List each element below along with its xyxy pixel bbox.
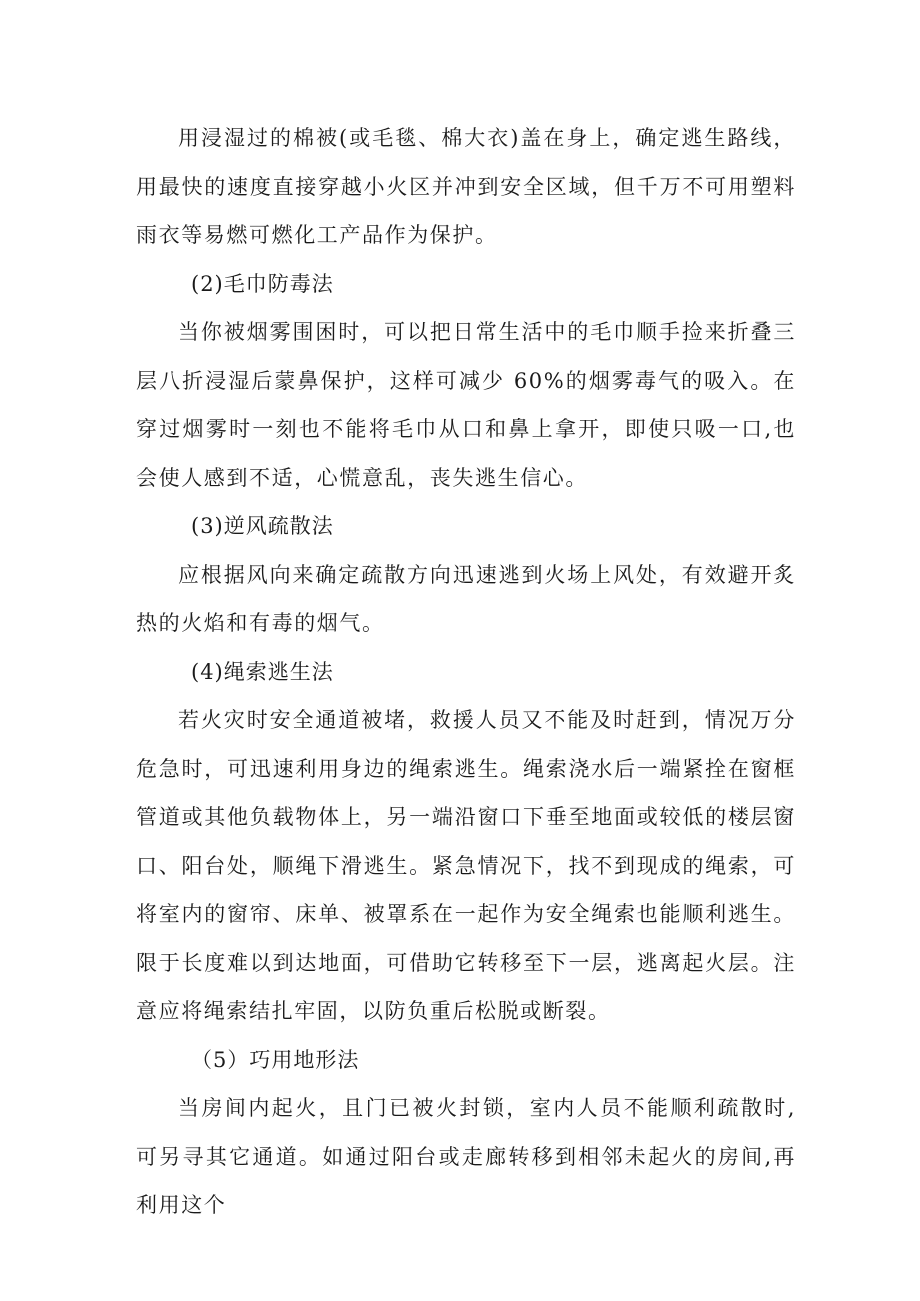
section-heading-towel-method: (2)毛巾防毒法: [191, 271, 334, 296]
section-heading-rope-method: (4)绳索逃生法: [191, 659, 334, 684]
paragraph-upwind-method: 应根据风向来确定疏散方向迅速逃到火场上风处，有效避开炙热的火焰和有毒的烟气。: [136, 562, 796, 635]
section-heading-upwind-method: (3)逆风疏散法: [191, 514, 334, 538]
paragraph-towel-method: 当你被烟雾围困时，可以把日常生活中的毛巾顺手捡来折叠三层八折浸湿后蒙鼻保护，这样可减少 60%的烟雾毒气的吸入。在穿过烟雾时一刻也不能将毛巾从口和鼻上拿开，即使只吸一口,也会使人感到不适，心慌意乱，丧失逃生信心。: [136, 320, 796, 490]
paragraph-terrain-method: 当房间内起火，且门已被火封锁，室内人员不能顺利疏散时,可另寻其它通道。如通过阳台或走廊转移到相邻未起火的房间,再利用这个: [136, 1096, 796, 1217]
paragraph-rope-method: 若火灾时安全通道被堵，救援人员又不能及时赶到，情况万分危急时，可迅速利用身边的绳索逃生。绳索浇水后一端紧拴在窗框管道或其他负载物体上，另一端沿窗口下垂至地面或较低的楼层窗口、阳台处，顺绳下滑逃生。紧急情况下，找不到现成的绳索，可将室内的窗帘、床单、被罩系在一起作为安全绳索也能顺利逃生。限于长度难以到达地面，可借助它转移至下一层，逃离起火层。注意应将绳索结扎牢固，以防负重后松脱或断裂。: [136, 708, 796, 1023]
document-body: [136, 114, 796, 1230]
paragraph-wet-blanket: 用浸湿过的棉被(或毛毯、棉大衣)盖在身上，确定逃生路线，用最快的速度直接穿越小火区并冲到安全区域，但千万不可用塑料雨衣等易燃可燃化工产品作为保护。: [136, 126, 796, 247]
section-heading-terrain-method: （5）巧用地形法: [191, 1047, 360, 1072]
